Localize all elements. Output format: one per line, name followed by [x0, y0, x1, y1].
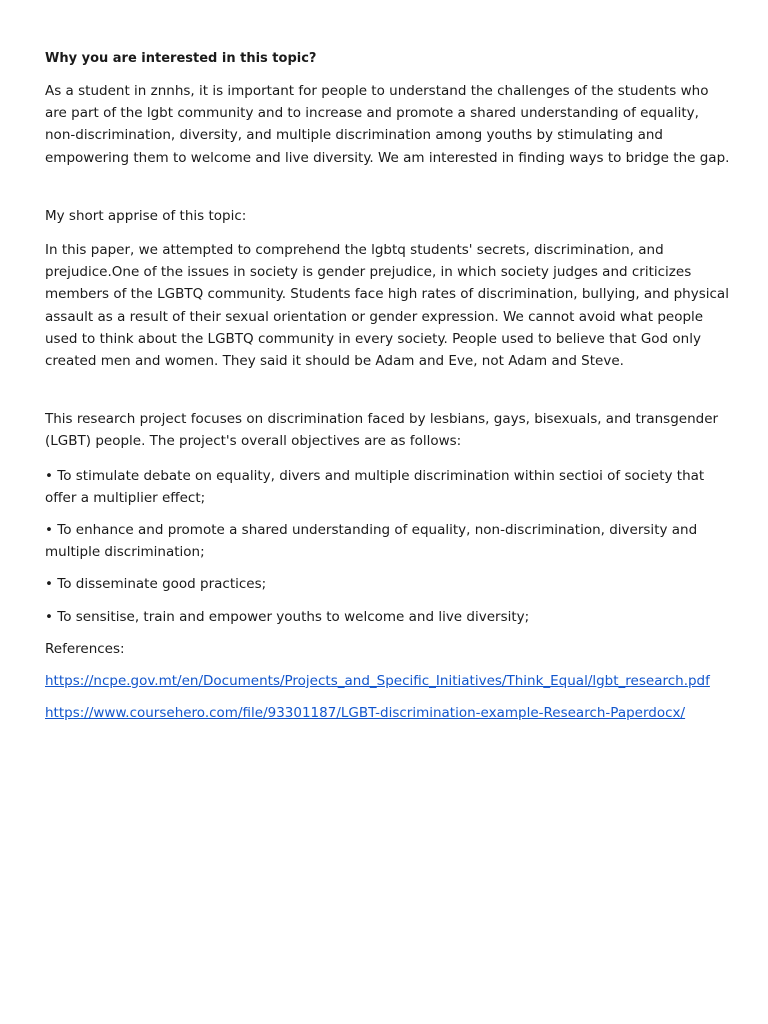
objective-item: • To disseminate good practices;	[45, 576, 267, 593]
objectives-list	[45, 465, 730, 628]
project-paragraph: This research project focuses on discrimination faced by lesbians, gays, bisexuals, and transgender (LGBT) people. The project's overall objectives are as follows:	[45, 411, 719, 450]
references-label: References:	[45, 640, 125, 657]
reference-link-ncpe[interactable]: https://ncpe.gov.mt/en/Documents/Projects_and_Specific_Initiatives/Think_Equal/lgbt_research.pdf	[45, 672, 710, 689]
objective-item: • To sensitise, train and empower youths to welcome and live diversity;	[45, 608, 530, 625]
objective-item: • To enhance and promote a shared understanding of equality, non-discrimination, diversity and multiple discrimination;	[45, 522, 698, 561]
document-page	[45, 48, 730, 734]
interest-paragraph: As a student in znnhs, it is important for people to understand the challenges of the students who are part of the lgbt community and to increase and promote a shared understanding of equality, non-discrimination, diversity, and multiple discrimination among youths by stimulating and empowering them to welcome and live diversity. We am interested in finding ways to bridge the gap.	[45, 83, 730, 166]
objective-item: • To stimulate debate on equality, divers and multiple discrimination within sectioi of society that offer a multiplier effect;	[45, 467, 705, 506]
apprise-label: My short apprise of this topic:	[45, 207, 247, 224]
apprise-paragraph: In this paper, we attempted to comprehend the lgbtq students' secrets, discrimination, and prejudice.One of the issues in society is gender prejudice, in which society judges and criticizes members of the LGBTQ community. Students face high rates of discrimination, bullying, and physical assault as a result of their sexual orientation or gender expression. We cannot avoid what people used to think about the LGBTQ community in every society. People used to believe that God only created men and women. They said it should be Adam and Eve, not Adam and Steve.	[45, 242, 729, 370]
section-heading: Why you are interested in this topic?	[45, 51, 317, 66]
reference-link-coursehero[interactable]: https://www.coursehero.com/file/93301187/LGBT-discrimination-example-Research-Paperdocx/	[45, 704, 686, 721]
